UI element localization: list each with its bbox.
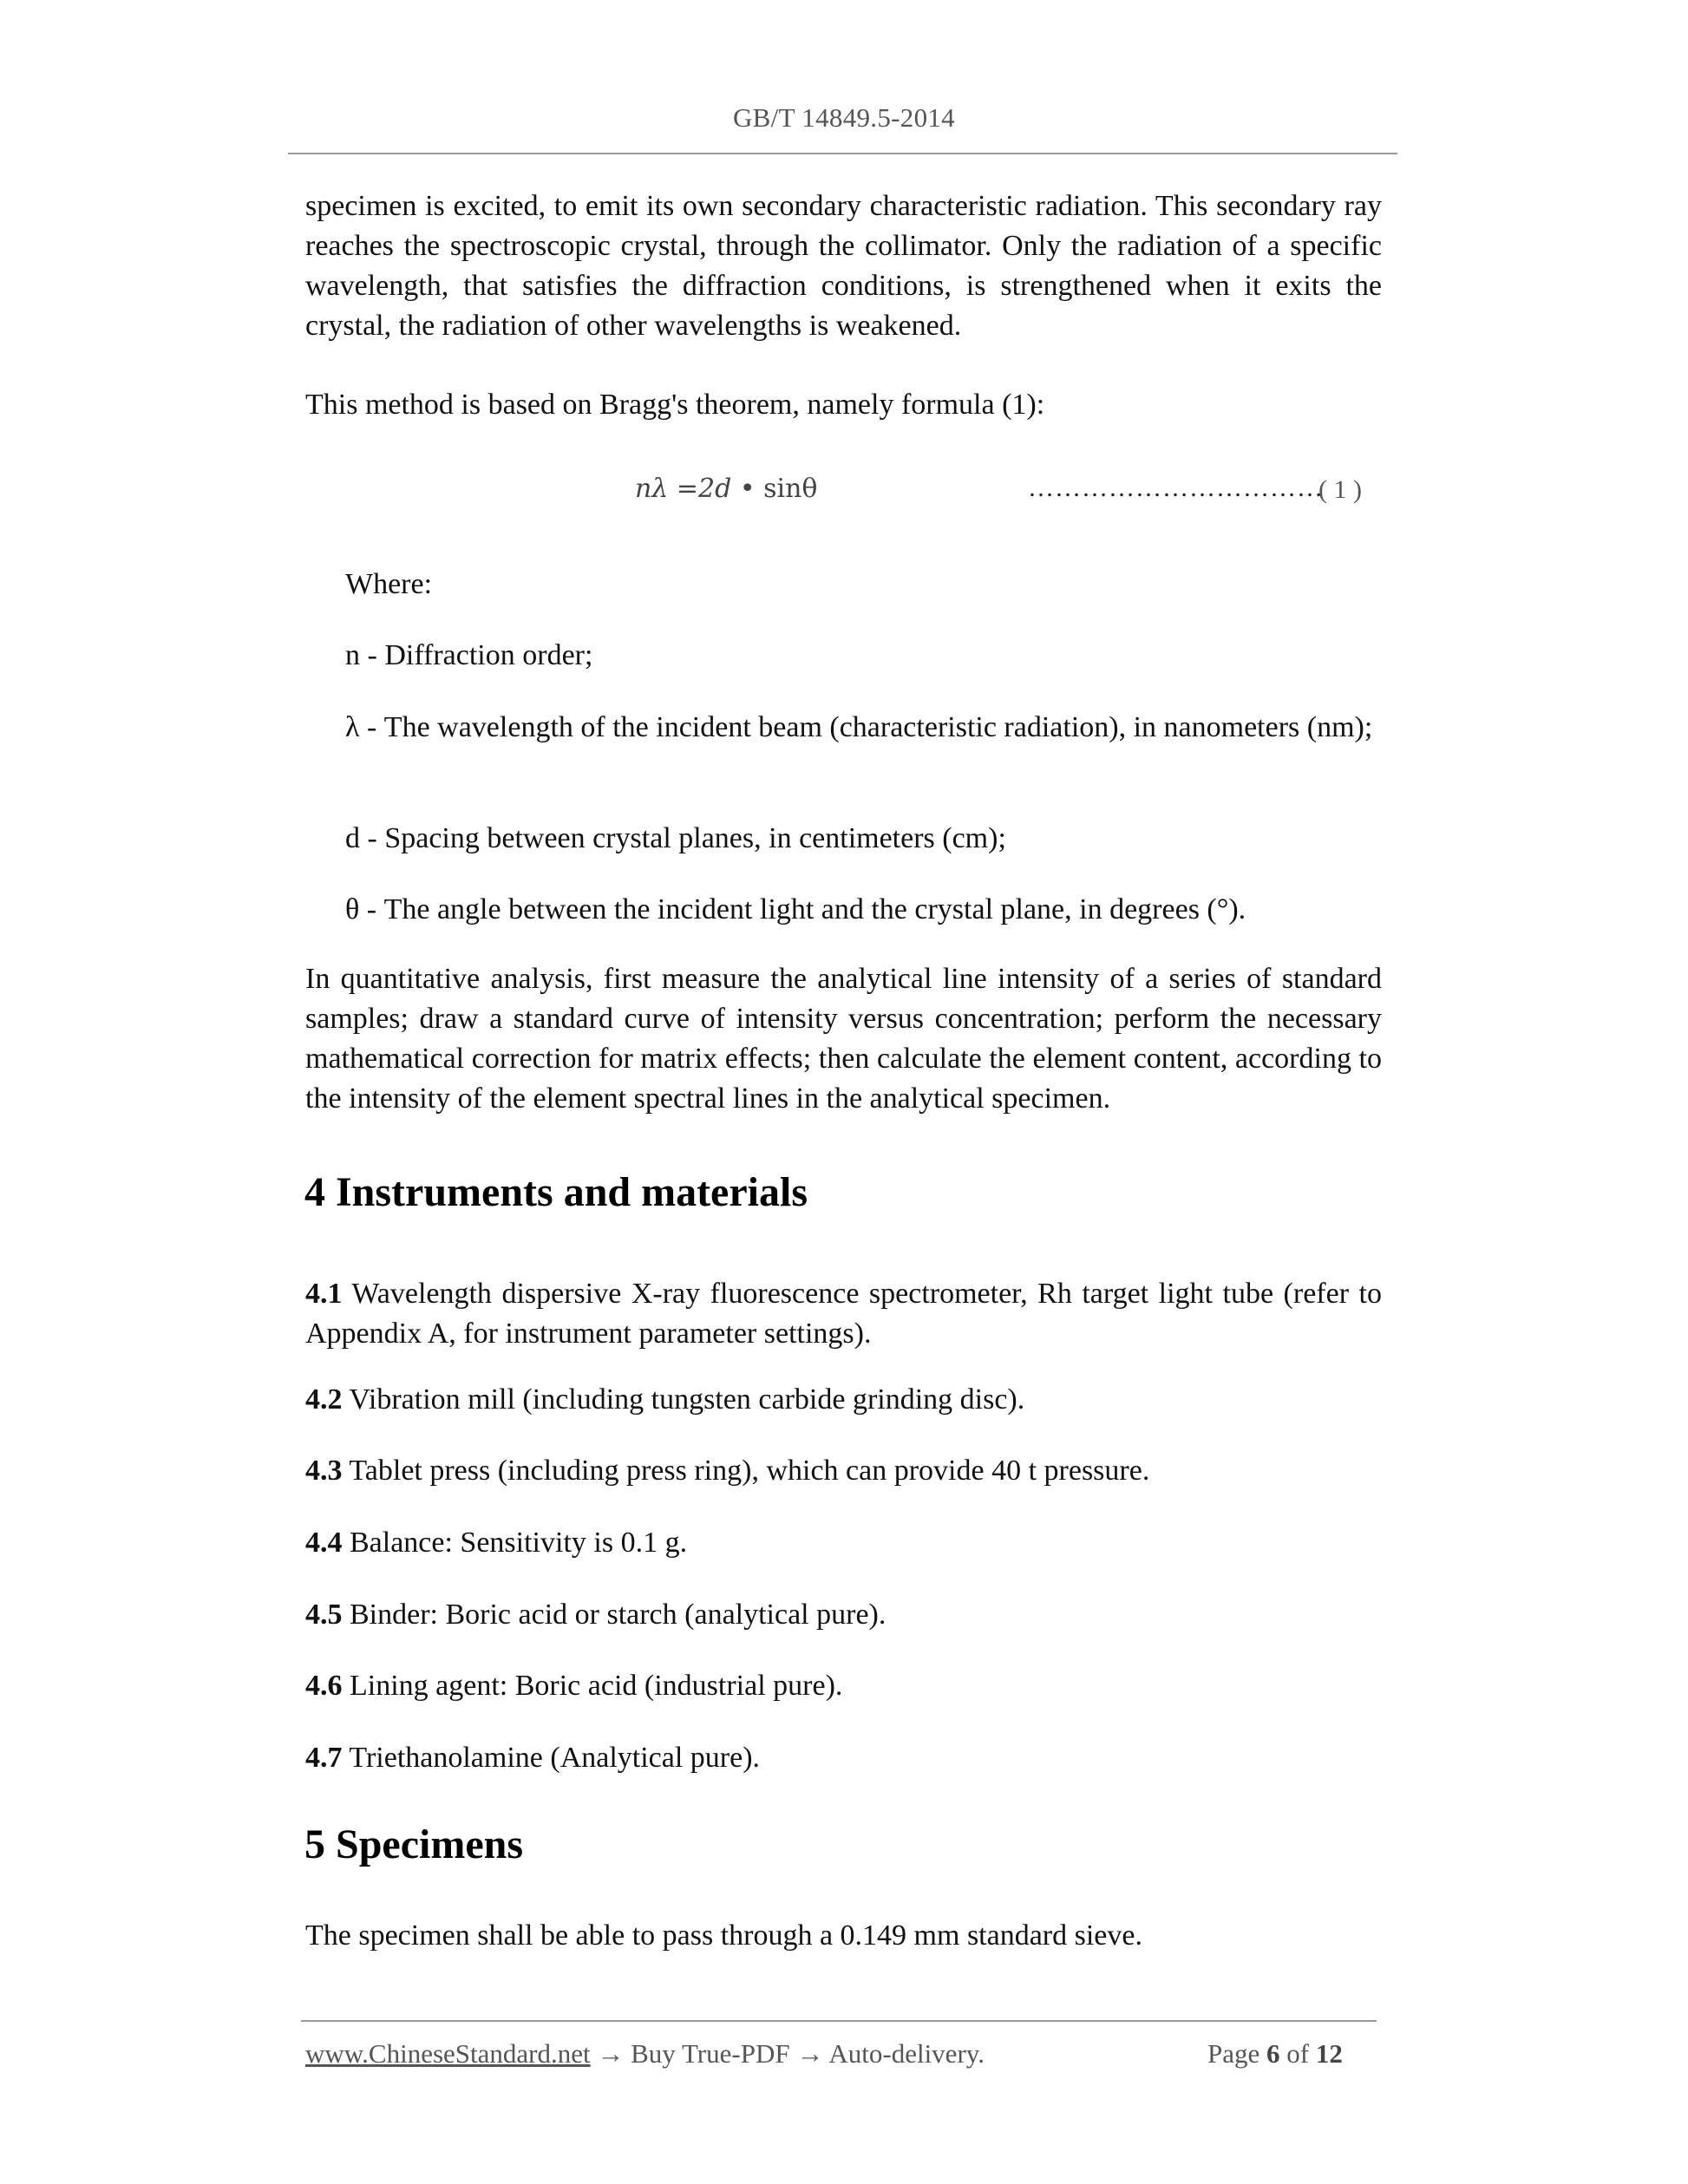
chinesestandard-link[interactable]: www.ChineseStandard.net xyxy=(305,2038,591,2069)
where-item-theta: θ - The angle between the incident light and the crystal plane, in degrees (°). xyxy=(345,893,1246,925)
formula-equals: = xyxy=(676,474,699,504)
section-5-text: The specimen shall be able to pass through a 0.149 mm standard sieve. xyxy=(305,1919,1142,1952)
item-number: 4.6 xyxy=(305,1670,343,1702)
item-number: 4.2 xyxy=(305,1383,343,1416)
footer-promo-text: → Buy True-PDF → Auto-delivery. xyxy=(590,2038,985,2069)
item-number: 4.4 xyxy=(305,1527,343,1559)
section-5-heading: 5 Specimens xyxy=(304,1821,523,1867)
page-indicator xyxy=(1207,2038,1343,2070)
formula-leader-dots: …………………………… xyxy=(1028,474,1324,502)
page-of: of xyxy=(1286,2038,1310,2069)
item-text: Lining agent: Boric acid (industrial pure). xyxy=(342,1670,843,1702)
page-total: 12 xyxy=(1315,2038,1343,2069)
item-4-7 xyxy=(305,1738,1382,1778)
formula-lhs: nλ xyxy=(635,474,669,504)
where-item-n: n - Diffraction order; xyxy=(345,639,593,671)
formula-number: ( 1 ) xyxy=(1318,475,1362,504)
formula-func: sinθ xyxy=(763,474,818,504)
item-text: Tablet press (including press ring), which can provide 40 t pressure. xyxy=(342,1455,1150,1487)
bragg-formula xyxy=(635,474,818,504)
header-divider xyxy=(288,153,1397,154)
formula-coef: 2d xyxy=(698,474,732,504)
intro-paragraph-1: specimen is excited, to emit its own secondary characteristic radiation. This secondary ray reaches the spectroscopic crystal, through the collimator. Only the radiation of a specific wavelength, that satisfies the diffraction conditions, is strengthened when it exits the crystal, the radiation of other wavelengths is weakened. xyxy=(305,190,1382,342)
item-4-1 xyxy=(305,1274,1382,1354)
item-text: Triethanolamine (Analytical pure). xyxy=(342,1742,761,1774)
intro-paragraph-2: This method is based on Bragg's theorem, namely formula (1): xyxy=(305,389,1045,421)
formula-dot: • xyxy=(739,474,756,504)
item-number: 4.7 xyxy=(305,1742,343,1774)
item-number: 4.1 xyxy=(305,1278,343,1310)
quantitative-analysis-paragraph: In quantitative analysis, first measure the analytical line intensity of a series of standard samples; draw a standard curve of intensity versus concentration; perform the necessary mathematical correction for matrix effects; then calculate the element content, according to the intensity of the element spectral lines in the analytical specimen. xyxy=(305,963,1382,1115)
item-4-4 xyxy=(305,1523,1382,1563)
item-number: 4.5 xyxy=(305,1599,343,1631)
footer-promo xyxy=(305,2038,985,2070)
item-4-5 xyxy=(305,1595,1382,1635)
item-text: Binder: Boric acid or starch (analytical pure). xyxy=(342,1599,887,1631)
item-number: 4.3 xyxy=(305,1455,343,1487)
where-item-d: d - Spacing between crystal planes, in centimeters (cm); xyxy=(345,822,1006,854)
page-current: 6 xyxy=(1266,2038,1280,2069)
item-text: Vibration mill (including tungsten carbide grinding disc). xyxy=(342,1383,1025,1416)
item-text: Wavelength dispersive X-ray fluorescence spectrometer, Rh target light tube (refer to Appendix A, for instrument parameter settings). xyxy=(305,1278,1382,1350)
item-text: Balance: Sensitivity is 0.1 g. xyxy=(342,1527,688,1559)
where-label: Where: xyxy=(345,568,433,600)
section-4-heading: 4 Instruments and materials xyxy=(304,1169,808,1215)
page-label: Page xyxy=(1207,2038,1260,2069)
item-4-3 xyxy=(305,1451,1382,1491)
document-code-header: GB/T 14849.5-2014 xyxy=(733,102,955,133)
item-4-6 xyxy=(305,1666,1382,1706)
where-item-lambda: λ - The wavelength of the incident beam (characteristic radiation), in nanometers (nm); xyxy=(345,711,1373,743)
footer-divider xyxy=(301,2020,1377,2022)
item-4-2 xyxy=(305,1380,1382,1420)
